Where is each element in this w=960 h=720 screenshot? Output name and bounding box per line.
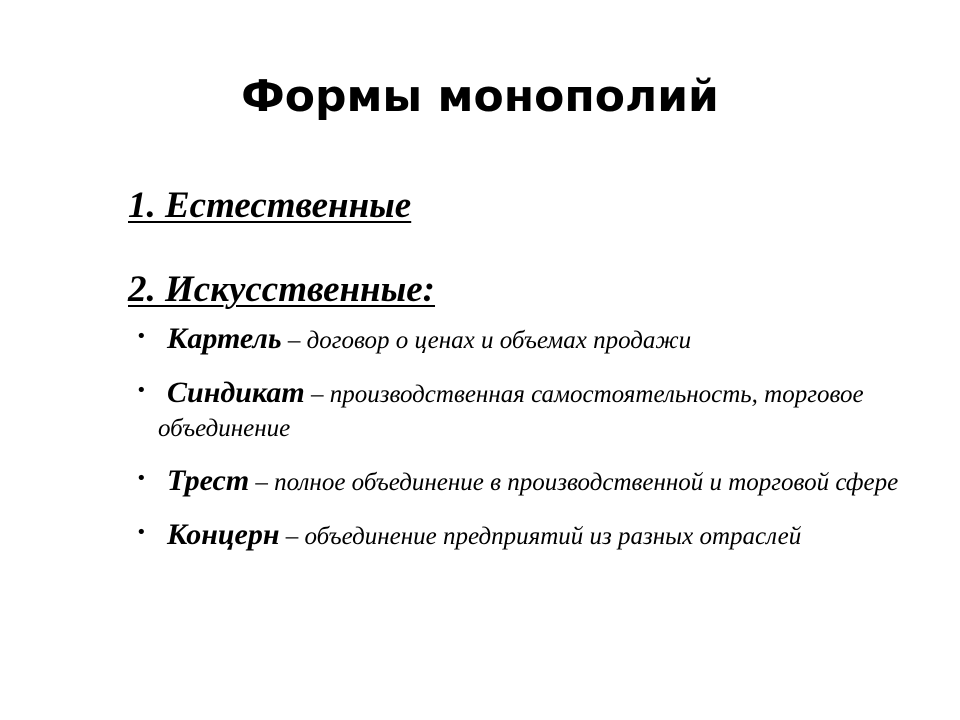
bullet-dot-icon: • <box>136 326 147 347</box>
slide-title: Формы монополий <box>241 71 719 122</box>
term-concern: Концерн <box>167 518 280 551</box>
heading-natural: 1. Естественные <box>128 185 412 226</box>
term-syndicate: Синдикат <box>167 376 305 409</box>
description-cartel: – договор о ценах и объемах продажи <box>281 327 692 354</box>
monopoly-types-list <box>128 322 908 572</box>
description-concern: – объединение предприятий из разных отраслей <box>279 523 802 550</box>
bullet-dot-icon: • <box>136 468 147 489</box>
description-trust: – полное объединение в производственной и торговой сфере <box>249 469 899 496</box>
list-item-trust <box>128 464 908 500</box>
bullet-dot-icon: • <box>136 522 147 543</box>
heading-artificial: 2. Искусственные: <box>128 269 436 310</box>
list-item-syndicate <box>128 376 908 446</box>
term-cartel: Картель <box>167 322 282 355</box>
bullet-dot-icon: • <box>136 380 147 401</box>
list-item-concern <box>128 518 908 554</box>
list-item-cartel <box>128 322 908 358</box>
term-trust: Трест <box>167 464 250 497</box>
description-syndicate: – производственная самостоятельность, торговое объединение <box>158 381 864 442</box>
